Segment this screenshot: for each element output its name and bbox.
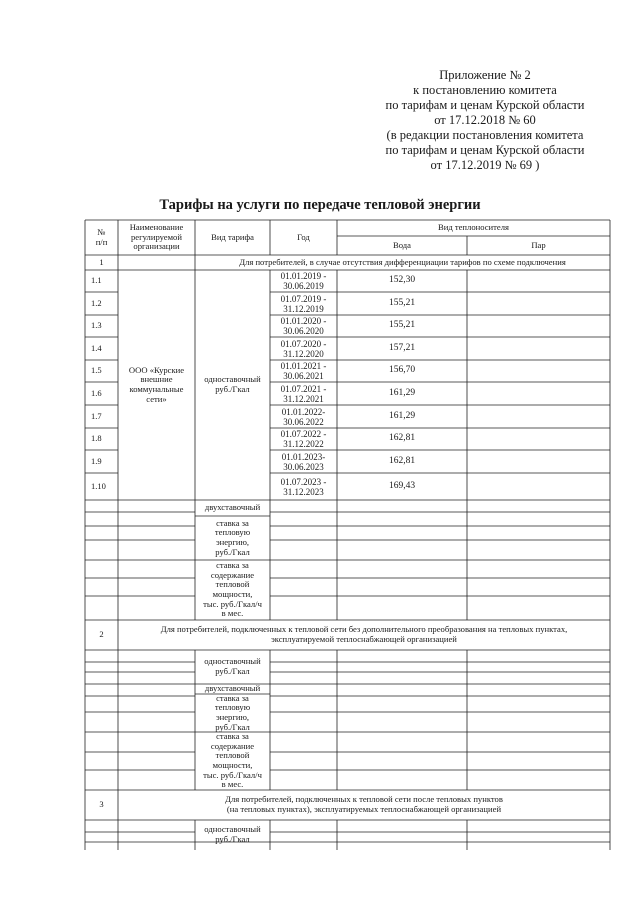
header-line: (в редакции постановления комитета [386,128,584,142]
header-line: по тарифам и ценам Курской области [385,143,585,157]
col-header-year: Год [297,231,310,242]
water-tariff-value: 162,81 [388,455,416,466]
tariff-type-two-rate: двухставочный [204,683,261,694]
row-number: 1.9 [91,455,102,466]
col-header-water: Вода [393,239,411,250]
row-number: 1.2 [91,297,102,308]
period: 01.01.2021 - 30.06.2021 [280,361,327,381]
row-number: 1.10 [91,480,106,491]
col-header-number: № п/п [95,226,108,247]
organization-name: ООО «Курские внешние коммунальные сети» [128,364,185,404]
period: 01.01.2023- 30.06.2023 [281,451,326,472]
col-header-organization: Наименование регулируемой организации [129,222,184,252]
row-number: 1.3 [91,320,102,331]
period: 01.01.2019 - 30.06.2019 [280,271,327,291]
water-tariff-value: 152,30 [388,275,416,286]
water-tariff-value: 155,21 [388,320,416,331]
section-description: Для потребителей, в случае отсутствия дифференциации тарифов по схеме подключения [239,256,566,267]
col-header-steam: Пар [531,239,546,250]
header-line: по тарифам и ценам Курской области [385,98,585,112]
period: 01.07.2020 - 31.12.2020 [280,338,327,359]
water-tariff-value: 162,81 [388,433,416,444]
period: 01.01.2020 - 30.06.2020 [280,316,327,336]
row-number: 1.5 [91,365,102,376]
col-header-tariff-type: Вид тарифа [211,231,254,242]
period: 01.01.2022- 30.06.2022 [281,406,326,427]
section-description: Для потребителей, подключенных к тепловой сети после тепловых пунктов (на тепловых пунктах), эксплуатируемых теплоснабжающей организацией [225,794,503,814]
tariff-type-single-rate: одноставочный руб./Гкал [204,374,261,394]
rate-capacity-label: ставка за содержание тепловой мощности, тыс. руб./Гкал/ч в мес. [203,560,262,619]
period: 01.07.2021 - 31.12.2021 [280,383,327,404]
section-number: 2 [99,629,104,640]
water-tariff-value: 157,21 [388,342,416,353]
row-number: 1.7 [91,410,102,421]
tariff-type-single-rate: одноставочный руб./Гкал [204,824,261,844]
tariff-type-single-rate: одноставочный руб./Гкал [204,656,261,676]
col-header-carrier: Вид теплоносителя [438,222,509,233]
row-number: 1.8 [91,433,102,444]
row-number: 1.4 [91,342,102,353]
header-line: к постановлению комитета [413,83,557,97]
rate-energy-label: ставка за тепловую энергию, руб./Гкал [214,692,251,732]
period: 01.07.2019 - 31.12.2019 [280,293,327,314]
water-tariff-value: 155,21 [388,297,416,308]
header-line: от 17.12.2019 № 69 ) [430,158,540,172]
row-number: 1.6 [91,387,102,398]
period: 01.07.2022 - 31.12.2022 [280,429,327,449]
tariff-type-two-rate: двухставочный [204,502,261,513]
period: 01.07.2023 - 31.12.2023 [280,476,327,497]
water-tariff-value: 161,29 [388,387,416,398]
row-number: 1.1 [91,275,102,286]
rate-capacity-label: ставка за содержание тепловой мощности, тыс. руб./Гкал/ч в мес. [203,731,262,790]
header-line: от 17.12.2018 № 60 [434,113,536,127]
rate-energy-label: ставка за тепловую энергию, руб./Гкал [214,517,251,557]
section-description: Для потребителей, подключенных к тепловой сети без дополнительного преобразования на тепловых пунктах, эксплуатируемой теплоснабжающей организацией [160,624,568,644]
water-tariff-value: 156,70 [388,365,416,376]
section-number: 1 [99,256,104,267]
water-tariff-value: 161,29 [388,410,416,421]
section-number: 3 [99,799,104,810]
water-tariff-value: 169,43 [388,480,416,491]
document-title: Тарифы на услуги по передаче тепловой энергии [159,197,481,213]
header-line: Приложение № 2 [439,68,531,82]
